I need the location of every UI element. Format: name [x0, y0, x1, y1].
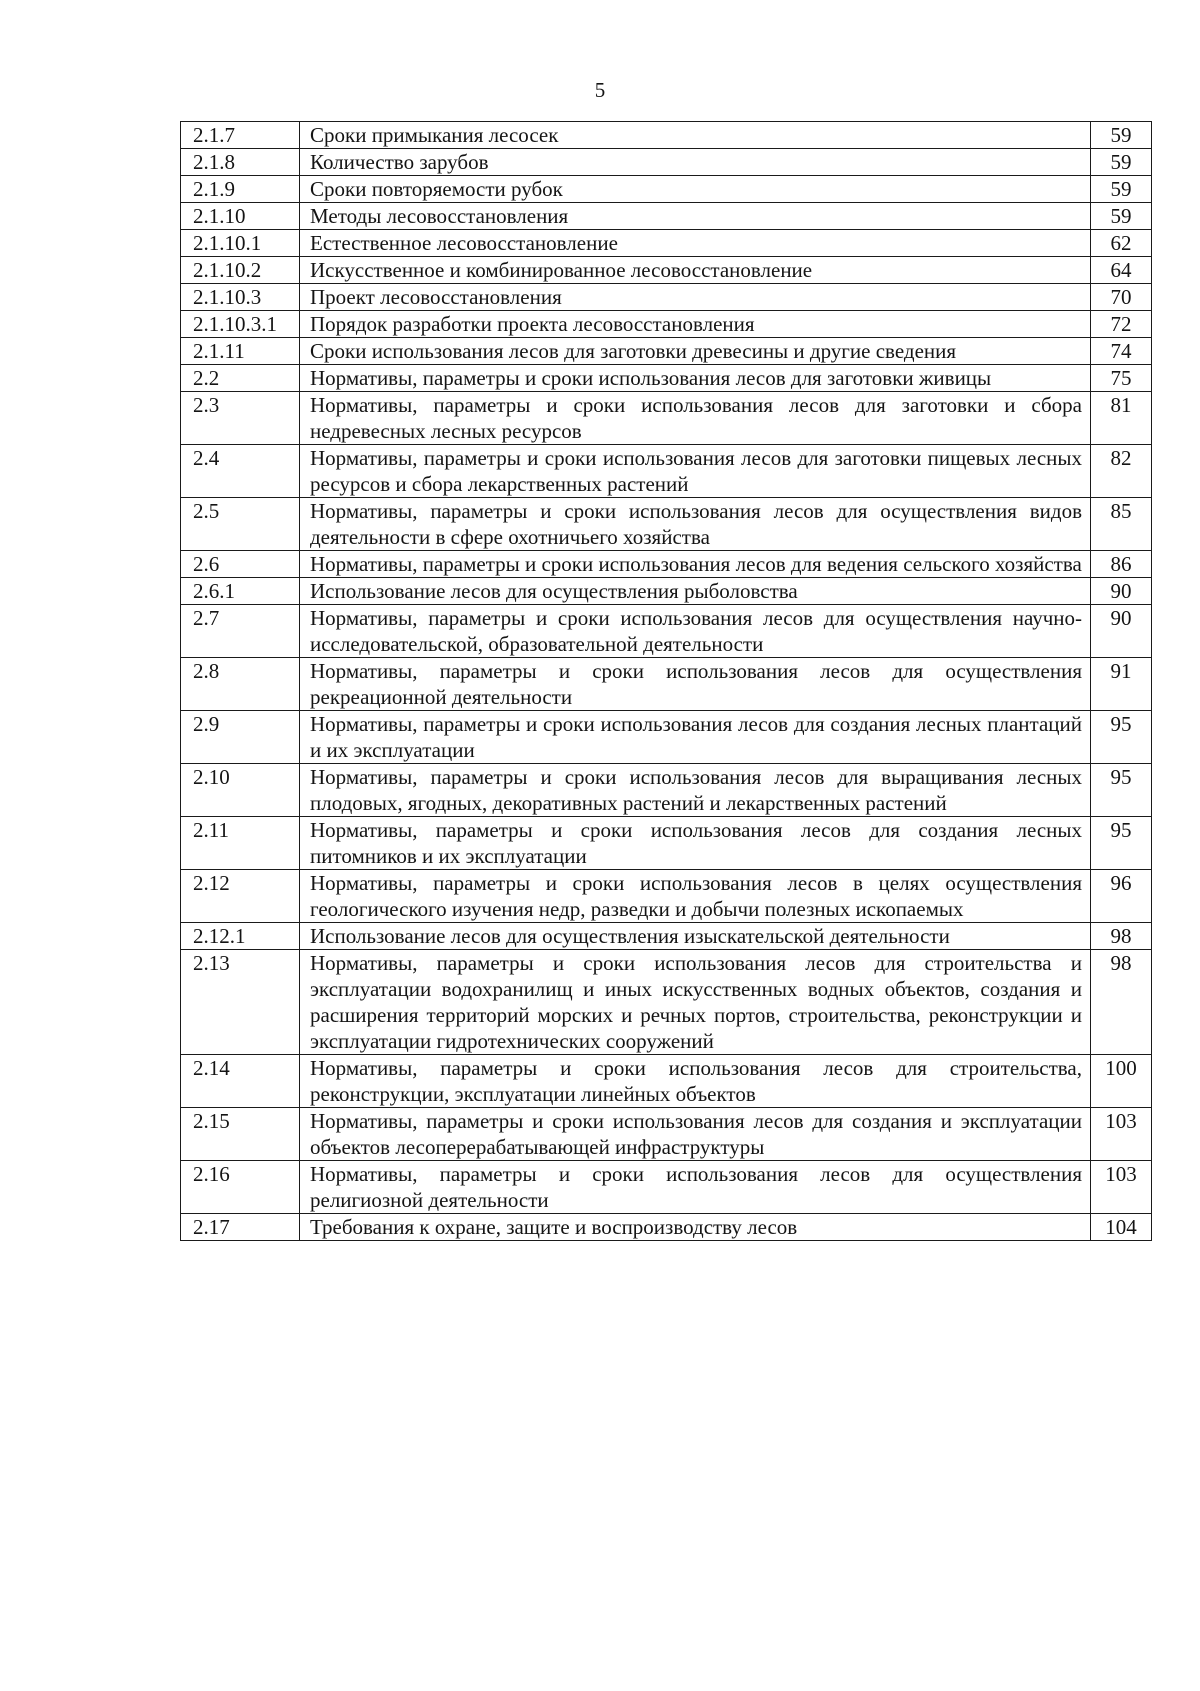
page-reference: 64 — [1091, 257, 1152, 284]
toc-row — [181, 445, 1152, 498]
toc-row — [181, 311, 1152, 338]
toc-row — [181, 365, 1152, 392]
toc-row — [181, 578, 1152, 605]
section-title: Нормативы, параметры и сроки использования лесов для строительства и эксплуатации водохранилищ и иных искусственных водных объектов, создания и расширения территорий морских и речных портов, строительства, реконструкции и эксплуатации гидротехнических сооружений — [300, 950, 1091, 1055]
page-reference: 100 — [1091, 1055, 1152, 1108]
toc-row — [181, 284, 1152, 311]
toc-row — [181, 1055, 1152, 1108]
section-title: Нормативы, параметры и сроки использования лесов для строительства, реконструкции, эксплуатации линейных объектов — [300, 1055, 1091, 1108]
page-reference: 70 — [1091, 284, 1152, 311]
page-reference: 59 — [1091, 203, 1152, 230]
section-number: 2.4 — [181, 445, 300, 498]
toc-row — [181, 605, 1152, 658]
toc-row — [181, 870, 1152, 923]
section-number: 2.1.10 — [181, 203, 300, 230]
section-title: Нормативы, параметры и сроки использования лесов для заготовки пищевых лесных ресурсов и сбора лекарственных растений — [300, 445, 1091, 498]
section-title: Нормативы, параметры и сроки использования лесов для выращивания лесных плодовых, ягодных, декоративных растений и лекарственных растений — [300, 764, 1091, 817]
page-reference: 98 — [1091, 923, 1152, 950]
section-title: Нормативы, параметры и сроки использования лесов для осуществления научно-исследовательской, образовательной деятельности — [300, 605, 1091, 658]
toc-row — [181, 658, 1152, 711]
section-title: Использование лесов для осуществления рыболовства — [300, 578, 1091, 605]
section-number: 2.1.7 — [181, 122, 300, 149]
page-reference: 95 — [1091, 764, 1152, 817]
page-reference: 91 — [1091, 658, 1152, 711]
section-title: Порядок разработки проекта лесовосстановления — [300, 311, 1091, 338]
section-title: Нормативы, параметры и сроки использования лесов для создания и эксплуатации объектов лесоперерабатывающей инфраструктуры — [300, 1108, 1091, 1161]
section-title: Нормативы, параметры и сроки использования лесов для ведения сельского хозяйства — [300, 551, 1091, 578]
section-title: Нормативы, параметры и сроки использования лесов для осуществления рекреационной деятельности — [300, 658, 1091, 711]
section-title: Методы лесовосстановления — [300, 203, 1091, 230]
section-number: 2.3 — [181, 392, 300, 445]
toc-row — [181, 551, 1152, 578]
section-number: 2.11 — [181, 817, 300, 870]
section-title: Искусственное и комбинированное лесовосстановление — [300, 257, 1091, 284]
section-title: Количество зарубов — [300, 149, 1091, 176]
section-number: 2.1.9 — [181, 176, 300, 203]
toc-row — [181, 1214, 1152, 1241]
page-reference: 59 — [1091, 149, 1152, 176]
section-number: 2.12.1 — [181, 923, 300, 950]
section-number: 2.6.1 — [181, 578, 300, 605]
toc-table — [180, 121, 1152, 1241]
page-reference: 95 — [1091, 711, 1152, 764]
section-title: Нормативы, параметры и сроки использования лесов для осуществления видов деятельности в сфере охотничьего хозяйства — [300, 498, 1091, 551]
section-title: Естественное лесовосстановление — [300, 230, 1091, 257]
page-number: 5 — [594, 78, 606, 102]
page-reference: 95 — [1091, 817, 1152, 870]
section-number: 2.16 — [181, 1161, 300, 1214]
page-reference: 72 — [1091, 311, 1152, 338]
section-number: 2.2 — [181, 365, 300, 392]
page-reference: 96 — [1091, 870, 1152, 923]
toc-row — [181, 711, 1152, 764]
section-number: 2.1.10.1 — [181, 230, 300, 257]
toc-row — [181, 817, 1152, 870]
section-number: 2.5 — [181, 498, 300, 551]
page-reference: 86 — [1091, 551, 1152, 578]
section-number: 2.7 — [181, 605, 300, 658]
section-title: Нормативы, параметры и сроки использования лесов в целях осуществления геологического изучения недр, разведки и добычи полезных ископаемых — [300, 870, 1091, 923]
page-reference: 90 — [1091, 578, 1152, 605]
page-reference: 103 — [1091, 1161, 1152, 1214]
toc-row — [181, 149, 1152, 176]
section-title: Нормативы, параметры и сроки использования лесов для заготовки и сбора недревесных лесных ресурсов — [300, 392, 1091, 445]
section-number: 2.13 — [181, 950, 300, 1055]
page-reference: 98 — [1091, 950, 1152, 1055]
section-number: 2.1.10.3 — [181, 284, 300, 311]
page-reference: 74 — [1091, 338, 1152, 365]
section-number: 2.10 — [181, 764, 300, 817]
page-reference: 85 — [1091, 498, 1152, 551]
toc-row — [181, 338, 1152, 365]
section-number: 2.17 — [181, 1214, 300, 1241]
section-number: 2.14 — [181, 1055, 300, 1108]
toc-row — [181, 498, 1152, 551]
section-number: 2.1.10.2 — [181, 257, 300, 284]
section-title: Нормативы, параметры и сроки использования лесов для заготовки живицы — [300, 365, 1091, 392]
page-reference: 104 — [1091, 1214, 1152, 1241]
toc-body — [181, 122, 1152, 1241]
section-number: 2.8 — [181, 658, 300, 711]
toc-row — [181, 257, 1152, 284]
section-number: 2.9 — [181, 711, 300, 764]
section-title: Требования к охране, защите и воспроизводству лесов — [300, 1214, 1091, 1241]
page-reference: 81 — [1091, 392, 1152, 445]
section-number: 2.1.10.3.1 — [181, 311, 300, 338]
section-number: 2.12 — [181, 870, 300, 923]
toc-row — [181, 1108, 1152, 1161]
toc-row — [181, 923, 1152, 950]
toc-row — [181, 176, 1152, 203]
page-reference: 62 — [1091, 230, 1152, 257]
page-reference: 75 — [1091, 365, 1152, 392]
page-reference: 82 — [1091, 445, 1152, 498]
section-number: 2.15 — [181, 1108, 300, 1161]
page-reference: 90 — [1091, 605, 1152, 658]
section-title: Сроки повторяемости рубок — [300, 176, 1091, 203]
toc-row — [181, 122, 1152, 149]
section-title: Сроки примыкания лесосек — [300, 122, 1091, 149]
page-reference: 59 — [1091, 176, 1152, 203]
section-title: Сроки использования лесов для заготовки древесины и другие сведения — [300, 338, 1091, 365]
toc-row — [181, 392, 1152, 445]
section-title: Нормативы, параметры и сроки использования лесов для создания лесных плантаций и их эксплуатации — [300, 711, 1091, 764]
page-reference: 103 — [1091, 1108, 1152, 1161]
toc-row — [181, 950, 1152, 1055]
toc-row — [181, 1161, 1152, 1214]
section-number: 2.6 — [181, 551, 300, 578]
toc-row — [181, 764, 1152, 817]
section-title: Проект лесовосстановления — [300, 284, 1091, 311]
page-reference: 59 — [1091, 122, 1152, 149]
section-number: 2.1.8 — [181, 149, 300, 176]
toc-row — [181, 230, 1152, 257]
section-title: Нормативы, параметры и сроки использования лесов для осуществления религиозной деятельности — [300, 1161, 1091, 1214]
section-title: Нормативы, параметры и сроки использования лесов для создания лесных питомников и их эксплуатации — [300, 817, 1091, 870]
section-number: 2.1.11 — [181, 338, 300, 365]
section-title: Использование лесов для осуществления изыскательской деятельности — [300, 923, 1091, 950]
toc-row — [181, 203, 1152, 230]
